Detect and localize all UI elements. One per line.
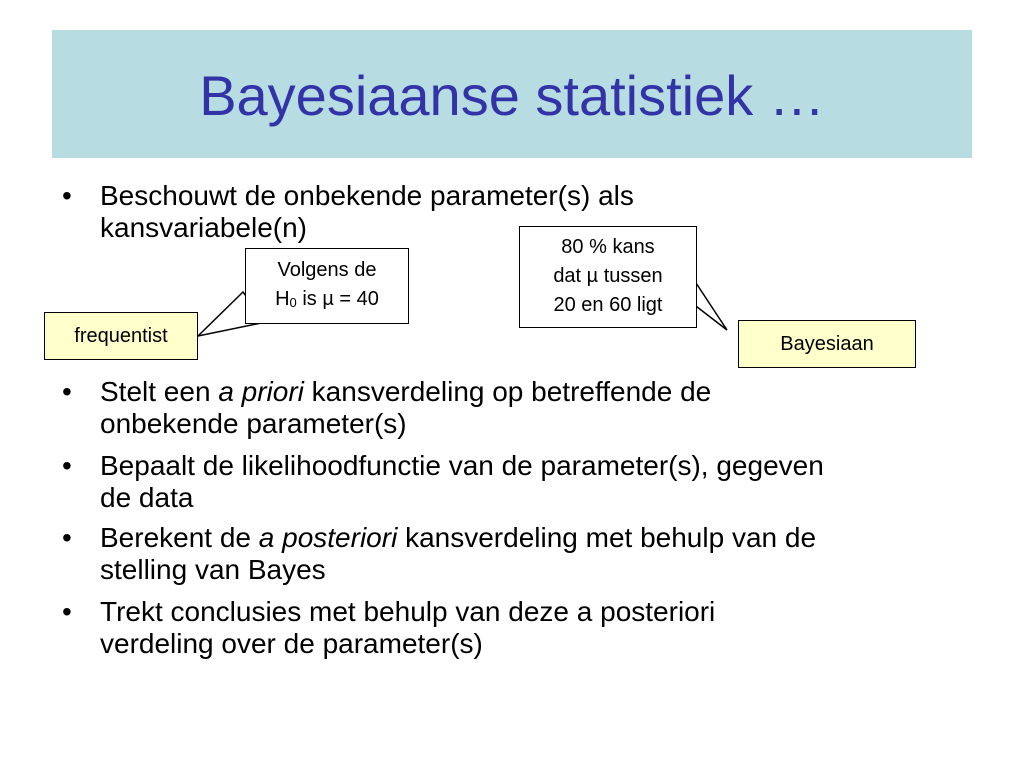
bullet-line: Beschouwt de onbekende parameter(s) als [100,180,634,211]
bayesian-label: Bayesiaan [738,320,916,368]
frequentist-label: frequentist [44,312,198,360]
bullet-line: verdeling over de parameter(s) [100,628,483,659]
h0-text: is µ = 40 [296,288,379,310]
bullet-dot: • [62,180,72,211]
bullet-text: Stelt een [100,376,219,407]
bullet-line: Trekt conclusies met behulp van deze a posteriori [100,596,716,627]
bullet-dot: • [62,450,72,481]
bullet-text: Berekent de [100,522,259,553]
interval-callout-line: 20 en 60 ligt [553,294,663,316]
interval-callout-line: dat µ tussen [553,265,663,287]
bullet-emphasis: a posteriori [258,522,398,553]
bullet-text: kansverdeling met behulp van de [397,522,817,553]
bullet-line: de data [100,482,194,513]
h0-callout-line: Volgens de [277,259,377,281]
bullet-line: kansvariabele(n) [100,212,307,243]
bullet-dot: • [62,596,72,627]
bullet-line: Bepaalt de likelihoodfunctie van de parameter(s), gegeven [100,450,824,481]
interval-callout-line: 80 % kans [561,236,655,258]
h0-callout [245,248,409,324]
h0-symbol: H [275,288,290,310]
h0-subscript: 0 [289,295,297,310]
bullet-emphasis: a priori [218,376,304,407]
bullet-dot: • [62,522,72,553]
bullet-line: onbekende parameter(s) [100,408,407,439]
bullet-dot: • [62,376,72,407]
h0-callout-line [246,285,408,317]
bullet-line: stelling van Bayes [100,554,326,585]
slide-title: Bayesiaanse statistiek … [199,64,825,127]
bullet-text: kansverdeling op betreffende de [303,376,712,407]
interval-callout [519,226,697,328]
